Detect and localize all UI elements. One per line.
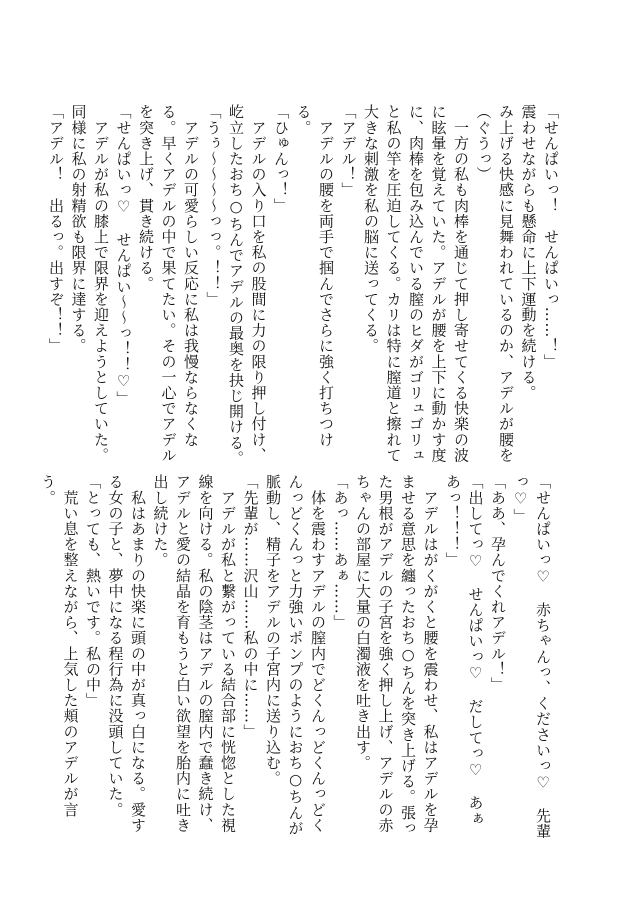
text-line: 同様に私の射精欲も限界に達する。 — [69, 104, 88, 354]
text-line: 脈動し、精子をアデルの子宮内に送り込む。 — [264, 474, 282, 786]
text-line: アデルの入り口を私の股間に力の限り押し付け、 — [249, 104, 268, 463]
text-line: 「あっ……あぁ……」 — [331, 474, 350, 630]
text-block-top — [45, 104, 563, 466]
text-line: 「出してっ♡ せんぱいっ♡ だしてっ♡ あぁ — [466, 474, 485, 827]
text-line: る女の子と、夢中になる程行為に没頭していた。 — [106, 474, 125, 818]
text-line: 「とっても、熱いです。私の中」 — [84, 474, 102, 708]
text-line: 「先輩が……沢山……私の中に……」 — [241, 474, 260, 740]
text-line: アデルの可愛らしい反応に私は我慢ならなくな — [182, 104, 200, 448]
text-line: を突き上げ、貫き続ける。 — [137, 104, 155, 292]
text-line: 「ああ、孕んでくれアデル！」 — [489, 474, 507, 693]
text-line: 「せんぱいっ！ せんぱいっ……！」 — [542, 104, 560, 370]
text-line: る。 — [294, 104, 313, 136]
text-line: んっどくんっと力強いポンプのようにおち○ちんが — [286, 474, 305, 836]
text-line: う。 — [39, 474, 57, 506]
text-line: 私はあまりの快楽に頭の中が真っ白になる。愛す — [129, 474, 147, 833]
text-line: 一方の私も肉棒を通じて押し寄せてくる快楽の波 — [452, 104, 470, 463]
text-line: 「せんぱいっ♡ 赤ちゃんっ、くださいっ♡ 先輩 — [534, 474, 552, 839]
text-line: アデルはがくがくと腰を震わせ、私はアデルを孕 — [421, 474, 440, 833]
text-line: ませる意思を纏ったおち○ちんを突き上げる。張っ — [399, 474, 417, 836]
text-line: 出し続けた。 — [151, 474, 170, 568]
text-line: 「ひゅんっ！」 — [272, 104, 290, 214]
text-line: と私の竿を圧迫してくる。カリは特に膣道と擦れて — [384, 104, 403, 463]
text-line: 大きな刺激を私の脳に送ってくる。 — [362, 104, 380, 354]
text-line: アデルが私の膝上で限界を迎えようとしていた。 — [92, 104, 110, 463]
text-line: っ♡」 — [511, 474, 530, 524]
text-line: 屹立したおち○ちんでアデルの最奥を抉じ開ける。 — [227, 104, 245, 466]
text-line: 「アデル！ 出るっ。出すぞ！！」 — [47, 104, 65, 354]
text-line: 「せんぱいっ♡ せんぱい～～っ！！♡」 — [114, 104, 133, 407]
text-line: 体を震わすアデルの膣内でどくんっどくんっどく — [309, 474, 327, 833]
text-line: （ぐうっ） — [474, 104, 493, 182]
text-line: アデルと愛の結晶を育もうと白い欲望を胎内に吐き — [174, 474, 192, 833]
text-line: に眩暈を覚えていた。アデルが腰を上下に動かす度 — [429, 104, 448, 463]
text-line: 「アデル！」 — [339, 104, 358, 198]
text-line: あっ！！！」 — [444, 474, 462, 568]
text-line: 「うぅ～～～～っっ。！！」 — [204, 104, 223, 307]
text-line: 震わせながらも懸命に上下運動を続ける。 — [519, 104, 538, 401]
text-line: る。早くアデルの中で果てたい。その一心でアデル — [159, 104, 178, 463]
text-line: に、肉棒を包み込んでいる膣のヒダがゴリュゴリュ — [407, 104, 425, 463]
text-line: ちゃんの部屋に大量の白濁液を吐き出す。 — [354, 474, 372, 771]
text-line: アデルの腰を両手で掴んでさらに強く打ちつけ — [317, 104, 335, 448]
text-line: アデルが私と繋がっている結合部に恍惚とした視 — [219, 474, 237, 833]
text-line: 線を向ける。私の陰茎はアデルの膣内で蠢き続け、 — [196, 474, 215, 833]
text-line: み上げる快感に見舞われているのか、アデルが腰を — [497, 104, 515, 463]
text-line: 荒い息を整えながら、上気した頬のアデルが言 — [61, 474, 80, 818]
text-block-bottom — [37, 474, 555, 839]
text-line: た男根がアデルの子宮を強く押し上げ、アデルの赤 — [376, 474, 395, 833]
